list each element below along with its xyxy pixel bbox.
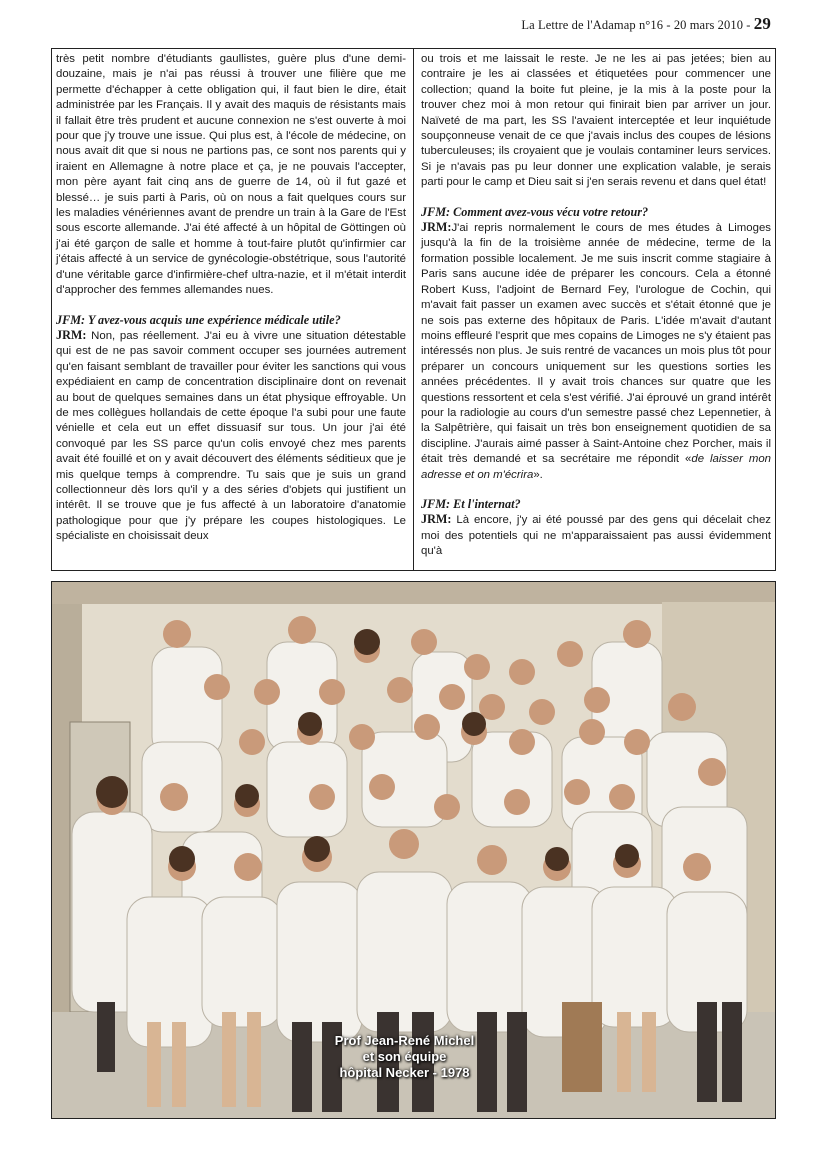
- page-number: 29: [753, 14, 771, 33]
- speaker-label: JRM:: [421, 512, 452, 527]
- interview-question: JFM: Et l'internat?: [421, 496, 521, 511]
- paragraph: ou trois et me laissait le reste. Je ne les ai pas jetées; bien au contraire je les ai classées et étiquetées pour commencer une collection; quand la boite fut pleine, je la mis à la poste pour la trouver chez moi à mon retour qui finirait bien par arriver un jour. Naïveté de ma part, les SS l'avaient interceptée et leur inquiétude soupçonneuse venait de ce que j'avais inclus des coupes de lésions tuberculeuses; ils croyaient que je voulais contaminer leurs services. Si je n'avais pas pu leur donner une explication valable, je serais parti pour le camp et Dieu sait si j'en serais revenu et dans quel état!: [421, 53, 771, 189]
- caption-line: Prof Jean-René Michel: [334, 1033, 475, 1048]
- caption-line: hôpital Necker - 1978: [339, 1065, 470, 1080]
- answer-text: J'ai repris normalement le cours de mes études à Limoges jusqu'à la fin de la troisième année de médecine, terme de la formation possible localement. Je me suis inscrit comme stagiaire à Paris sans aucune idée de préparer les concours. Cela a étonné Robert Kuss, l'adjoint de Bernard Fey, l'urologue de Cochin, qui m'avait fait passer un examen avec succès et s'était étonné que je ne sois pas externe des hôpitaux de Paris. L'idée m'avait d'autant moins effleuré l'esprit que mes copains de Limoges ne s'y étaient pas intéressés non plus. Je suis rentré de vacances un mois plus tôt pour préparer un concours uniquement sur les questions sorties les années précédentes. Il y avait trois chances sur quatre que les questions ressortent et cela s'est vérifié. J'ai éprouvé un grand intérêt pour la radiologie au cours d'un semestre passé chez Lepennetier, à la Salpêtrière, qui faisait un très bon enseignement quotidien de sa discipline. J'aurais aimé passer à Saint-Antoine chez Porcher, mais il était très demandé et sa secrétaire me répondit «: [421, 222, 771, 466]
- interview-answer: [56, 328, 406, 545]
- answer-text: Là encore, j'y ai été poussé par des gens qui décelait chez moi des potentiels qui ne m'apparaissaient pas aussi évidemment qu'à: [421, 514, 771, 558]
- interview-answer: [421, 220, 771, 483]
- speaker-label: JRM:: [56, 327, 87, 342]
- interview-question: JFM: Y avez-vous acquis une expérience médicale utile?: [56, 312, 341, 327]
- interview-question: JFM: Comment avez-vous vécu votre retour?: [421, 204, 649, 219]
- left-column: [56, 52, 406, 545]
- group-photo: [51, 581, 776, 1119]
- quoted-reply: de laisser mon adresse et on m'écrira: [421, 453, 771, 481]
- right-column: [421, 52, 771, 560]
- answer-text: Non, pas réellement. J'ai eu à vivre une situation détestable qui est de ne pas savoir comment occuper ses journées autrement qu'en faisant semblant de travailler pour éviter les sanctions qui vous expédiaient en camp de concentration disciplinaire dont on revenait au bout de quelques semaines dans un état physique effroyable. Un de mes collègues hollandais de cette époque l'a subi pour une faute vénielle et cela eut un effet dissuasif sur tous. Un jour j'ai été convoqué par les SS parce qu'un colis envoyé chez mes parents avait été fouillé et on y avait découvert des éléments séditieux que je mis quelque temps à comprendre. Tu sais que je suis un grand collectionneur dès lors qu'il y a des séries d'objets qui justifient un intérêt. Il se trouve que je fus affecté à un laboratoire d'anatomie pathologique pour que j'y prépare les coupes histologiques. Le spécialiste en choisissait deux: [56, 329, 406, 543]
- paragraph: très petit nombre d'étudiants gaullistes, guère plus d'une demi-douzaine, mais je n'ai pas réussi à trouver une filière que me permette d'échapper à cette obligation qui, il faut bien le dire, était administrée par les Français. Il y avait des maquis de résistants mais il fallait être très prudent et aucune connexion ne s'est ouverte à moi pour que j'y trouve une issue. Qui plus est, à l'école de médecine, on nous avait dit que si nous ne partions pas, ce sont nos parents qui y iraient en Allemagne à notre place et ça, je ne pouvais l'accepter, mon père ayant fait cinq ans de guerre de 14, où il fut gazé et blessé… je suis parti à Paris, où on nous a fait quelques cours sur les maladies vénériennes avant de prendre un train à la Gare de l'Est sous escorte allemande. J'ai été affecté à un hôpital de Göttingen où j'ai été garçon de salle et homme à tout-faire plutôt qu'infirmier car j'étais affecté à un service de gynécologie-obstétrique, sous l'autorité d'une véritable garce d'infirmière-chef ultra-nazie, et il m'était interdit d'approcher des femmes allemandes nues.: [56, 53, 406, 297]
- interview-answer: [421, 512, 771, 559]
- column-divider: [413, 49, 414, 570]
- publication-title: La Lettre de l'Adamap n°16 - 20 mars 2010 -: [521, 18, 751, 32]
- speaker-label: JRM:: [421, 220, 452, 235]
- answer-text-end: ».: [533, 468, 543, 481]
- photo-caption: [52, 1033, 776, 1081]
- article-columns: [51, 48, 776, 571]
- page-header: [521, 14, 771, 34]
- caption-line: et son équipe: [362, 1049, 447, 1064]
